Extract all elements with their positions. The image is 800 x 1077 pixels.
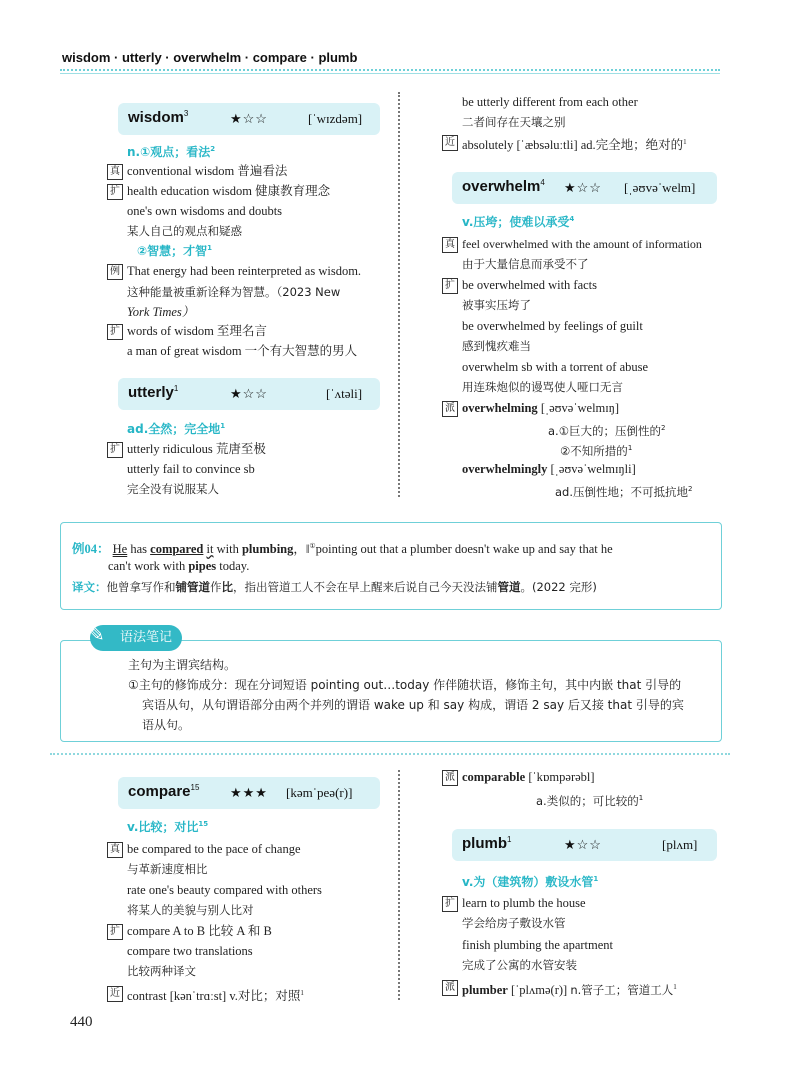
tag-derivative: 派 xyxy=(442,401,458,417)
column-divider xyxy=(398,92,408,497)
headword: wisdom$^3$ xyxy=(128,109,189,126)
entry-header-utterly xyxy=(118,378,380,410)
tag-example: 例 xyxy=(107,264,123,280)
tag-extend: 扩 xyxy=(442,896,458,912)
tag-synonym: 近 xyxy=(442,135,458,151)
page-number: 440 xyxy=(70,1014,93,1030)
example-line: finish plumbing the apartment xyxy=(462,938,614,952)
derivative-line: overwhelming [ˌəʊvəˈwelmɪŋ] xyxy=(462,401,620,415)
example-line: conventional wisdom 普遍看法 xyxy=(127,164,288,178)
section-divider xyxy=(50,753,730,755)
example-line: compare two translations xyxy=(127,944,253,958)
tag-extend: 扩 xyxy=(107,442,123,458)
example-line: learn to plumb the house xyxy=(462,896,586,910)
example-line: utterly ridiculous 荒唐至极 xyxy=(127,442,266,456)
phonetic: [ˈʌtəli] xyxy=(326,386,363,401)
entry-header-wisdom xyxy=(118,103,380,135)
frequency-stars: ★☆☆ xyxy=(230,111,268,126)
example-line: rate one's beauty compared with others xyxy=(127,883,322,897)
entry-header-plumb xyxy=(452,829,717,861)
example-line: be utterly different from each other xyxy=(462,95,638,109)
part-of-speech: ad.全然；完全地$^1$ xyxy=(127,422,226,436)
frequency-stars: ★☆☆ xyxy=(564,837,602,852)
phonetic: [plʌm] xyxy=(662,837,698,852)
column-divider xyxy=(398,770,408,1000)
example-line: overwhelm sb with a torrent of abuse xyxy=(462,360,649,374)
part-of-speech: v.压垮；使难以承受$^4$ xyxy=(462,215,575,229)
entry-header-overwhelm xyxy=(452,172,717,204)
source-line: York Times） xyxy=(127,305,195,319)
entry-header-compare xyxy=(118,777,380,809)
headword: plumb$^1$ xyxy=(462,835,512,852)
translation-line: 与革新速度相比 xyxy=(127,862,208,876)
example-line: be overwhelmed by feelings of guilt xyxy=(462,319,643,333)
part-of-speech: n.①观点；看法$^2$ xyxy=(127,145,216,159)
tag-real: 真 xyxy=(107,164,123,180)
translation-line: 完成了公寓的水管安装 xyxy=(462,958,577,972)
example-line: be overwhelmed with facts xyxy=(462,278,598,292)
example-line: one's own wisdoms and doubts xyxy=(127,204,283,218)
grammar-notes-tab: 语法笔记 xyxy=(90,625,182,651)
synonym-line: contrast [kənˈtrɑːst] v.对比；对照$^1$ xyxy=(127,989,304,1004)
derivative-line: comparable [ˈkɒmpərəbl] xyxy=(462,770,595,784)
example-line: utterly fail to convince sb xyxy=(127,462,255,476)
example-sentence: 例04： He has compared it with plumbing，‖①pointing out that a plumber doesn't wake up and say that he xyxy=(72,542,613,557)
translation-line: 由于大量信息而承受不了 xyxy=(462,257,589,271)
translation-line: 二者间存在天壤之别 xyxy=(462,115,566,129)
derivative-meaning: ad.压倒性地；不可抵抗地$^2$ xyxy=(555,484,693,499)
example-line: health education wisdom 健康教育理念 xyxy=(127,184,331,198)
tag-extend: 扩 xyxy=(442,278,458,294)
headword: utterly$^1$ xyxy=(128,384,179,401)
tag-derivative: 派 xyxy=(442,770,458,786)
translation-line: 用连珠炮似的谩骂使人哑口无言 xyxy=(462,380,623,394)
frequency-stars: ★★★ xyxy=(230,785,268,800)
derivative-line: overwhelmingly [ˌəʊvəˈwelmɪŋli] xyxy=(462,462,636,476)
example-line: be compared to the pace of change xyxy=(127,842,301,856)
phonetic: [ˌəʊvəˈwelm] xyxy=(624,180,696,195)
grammar-text: 主句为主谓宾结构。 xyxy=(128,658,237,672)
derivative-meaning: a.①巨大的；压倒性的$^2$ xyxy=(548,423,666,438)
grammar-text: ①主句的修饰成分：现在分词短语 pointing out…today 作伴随状语，修饰主句，其中内嵌 that 引导的 xyxy=(128,678,682,692)
tag-extend: 扩 xyxy=(107,184,123,200)
translation-line: 完全没有说服某人 xyxy=(127,482,219,496)
derivative-line: plumber [ˈplʌmə(r)] n.管子工；管道工人$^1$ xyxy=(462,983,677,998)
headword: overwhelm$^4$ xyxy=(462,178,545,195)
phonetic: [ˈwɪzdəm] xyxy=(308,111,363,126)
tag-extend: 扩 xyxy=(107,924,123,940)
part-of-speech: ②智慧；才智$^1$ xyxy=(137,244,213,258)
headword: compare$^{15}$ xyxy=(128,783,200,800)
example-line: compare A to B 比较 A 和 B xyxy=(127,924,272,938)
translation-line: 被事实压垮了 xyxy=(462,298,531,312)
grammar-text: 语从句。 xyxy=(142,718,191,732)
header-divider-2 xyxy=(60,73,720,74)
tag-synonym: 近 xyxy=(107,986,123,1002)
tag-real: 真 xyxy=(107,842,123,858)
part-of-speech: v.比较；对比$^{15}$ xyxy=(127,820,209,834)
grammar-text: 宾语从句，从句谓语部分由两个并列的谓语 wake up 和 say 构成，谓语 2 say 后又接 that 引导的宾 xyxy=(142,698,684,712)
pen-icon: ✎ xyxy=(88,624,105,646)
header-divider xyxy=(60,69,720,71)
example-translation: 译文：他曾拿写作和铺管道作比，指出管道工人不会在早上醒来后说自己今天没法铺管道。(2022 完形) xyxy=(72,580,597,594)
translation-line: 这种能量被重新诠释为智慧。（2023 New xyxy=(127,285,341,299)
synonym-line: absolutely [ˈæbsəluːtli] ad.完全地；绝对的$^1$ xyxy=(462,138,687,153)
translation-line: 某人自己的观点和疑惑 xyxy=(127,224,242,238)
phonetic: [kəmˈpeə(r)] xyxy=(286,785,353,800)
example-line: a man of great wisdom 一个有大智慧的男人 xyxy=(127,344,358,358)
tag-extend: 扩 xyxy=(107,324,123,340)
translation-line: 将某人的美貌与别人比对 xyxy=(127,903,254,917)
example-sentence-cont: can't work with pipes today. xyxy=(108,559,250,573)
example-line: feel overwhelmed with the amount of information xyxy=(462,237,702,251)
derivative-meaning: a.类似的；可比较的$^1$ xyxy=(536,793,644,808)
translation-line: 感到愧疚难当 xyxy=(462,339,531,353)
tag-real: 真 xyxy=(442,237,458,253)
example-line: That energy had been reinterpreted as wisdom. xyxy=(127,264,362,278)
frequency-stars: ★☆☆ xyxy=(564,180,602,195)
derivative-meaning: ②不知所措的$^1$ xyxy=(560,443,633,458)
part-of-speech: v.为（建筑物）敷设水管$^1$ xyxy=(462,875,599,889)
tag-derivative: 派 xyxy=(442,980,458,996)
frequency-stars: ★☆☆ xyxy=(230,386,268,401)
page-header-title: wisdom · utterly · overwhelm · compare · plumb xyxy=(62,50,358,65)
translation-line: 比较两种译文 xyxy=(127,964,196,978)
example-line: words of wisdom 至理名言 xyxy=(127,324,267,338)
translation-line: 学会给房子敷设水管 xyxy=(462,916,566,930)
